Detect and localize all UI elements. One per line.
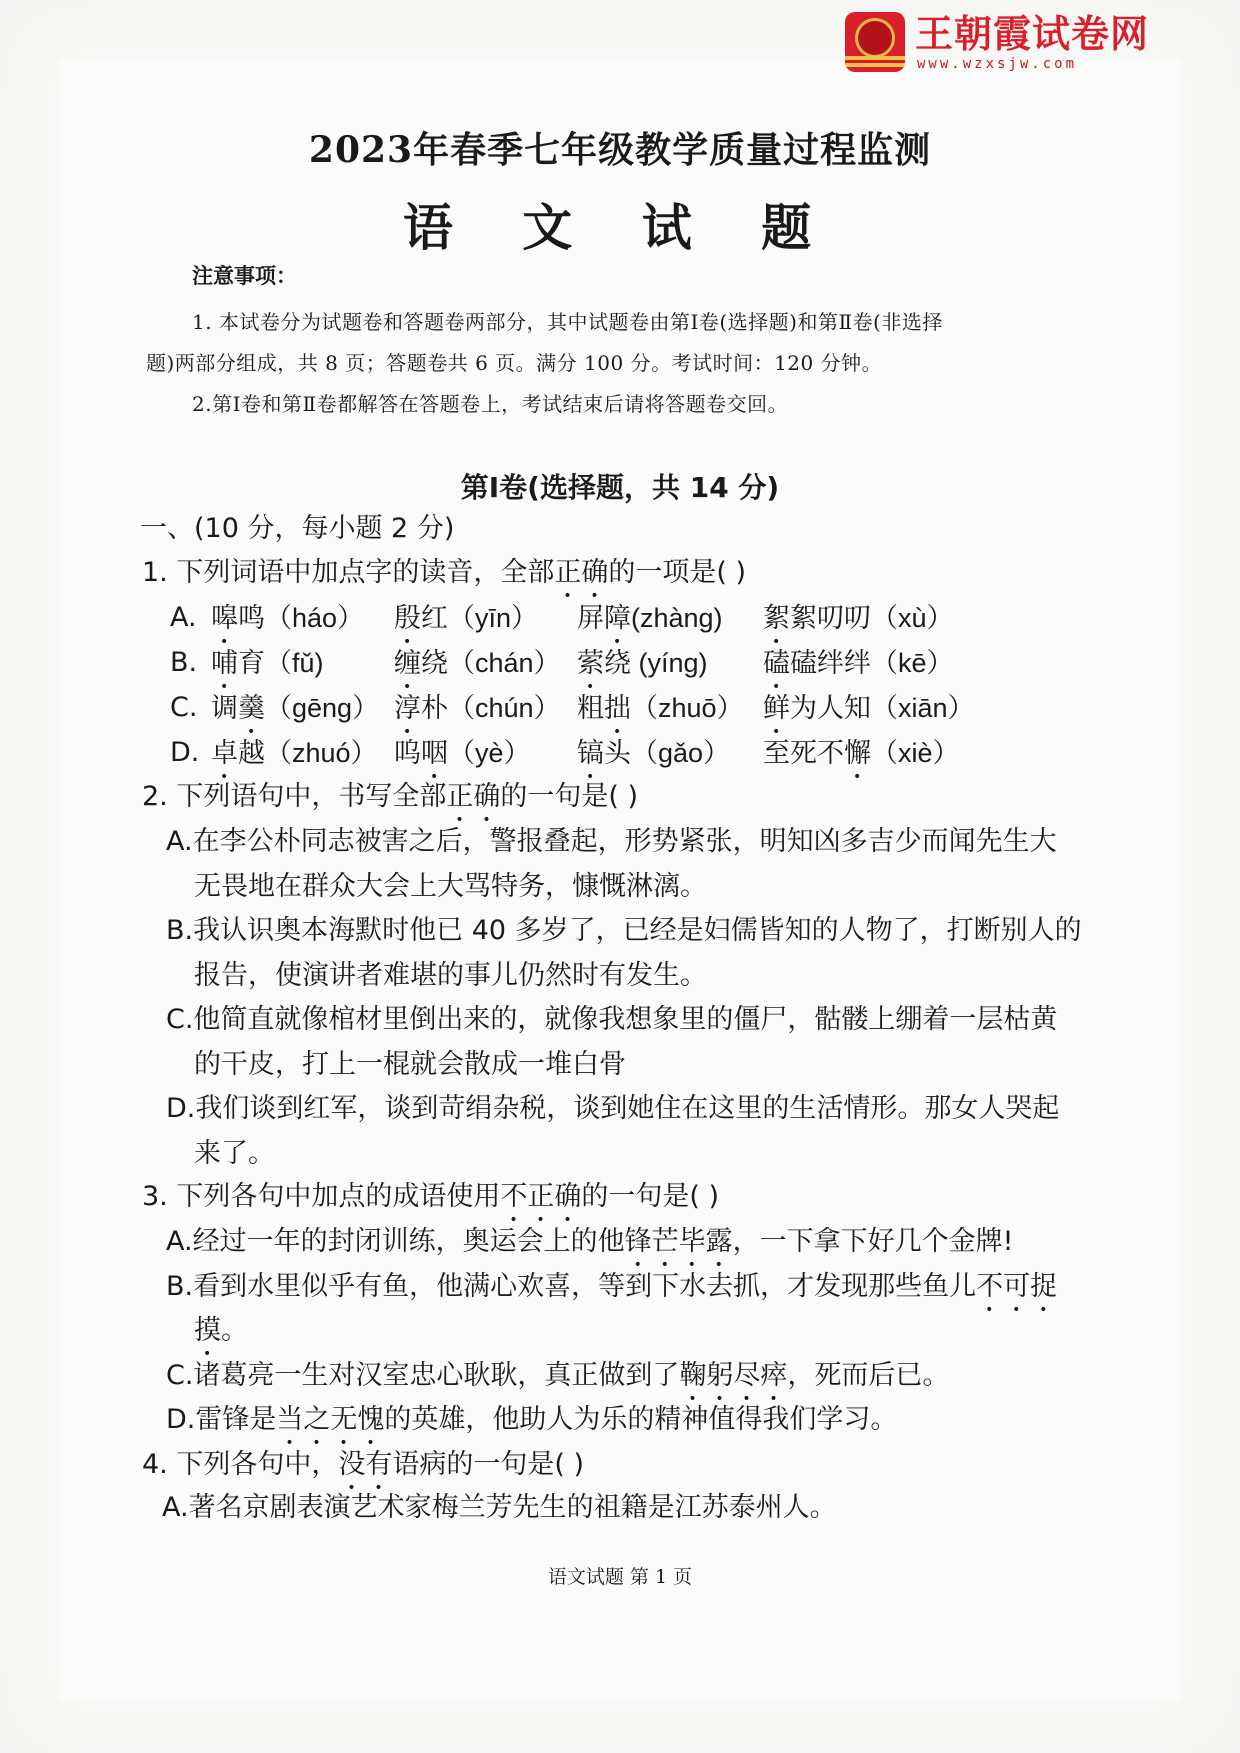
pinyin-option — [394, 647, 561, 695]
pinyin: （háo） — [265, 603, 365, 633]
text-segment: C. — [170, 692, 198, 723]
text-segment: A.著名京剧表演艺术家梅兰芳先生的祖籍是江苏泰州人。 — [162, 1492, 837, 1523]
emphasized-text: 不可捉 — [976, 1270, 1058, 1302]
pinyin-option — [577, 647, 708, 695]
text-segment: 。 — [221, 1315, 248, 1346]
option-line — [166, 1360, 949, 1407]
pinyin-option — [577, 602, 723, 650]
option-line — [194, 871, 707, 903]
logo-name: 王朝霞试卷网 — [915, 12, 1150, 56]
text-segment: 头 — [604, 738, 631, 769]
pinyin-option — [394, 737, 531, 785]
pinyin: （kē） — [871, 648, 954, 678]
emphasized-text: 鲜 — [763, 693, 790, 724]
emphasized-text: 没有 — [338, 1449, 393, 1480]
note-line: 2.第Ⅰ卷和第Ⅱ卷都解答在答题卷上，考试结束后请将答题卷交回。 — [192, 392, 789, 416]
question-3-stem — [142, 1181, 719, 1228]
note-line: 题)两部分组成，共 8 页；答题卷共 6 页。满分 100 分。考试时间：120 分钟。 — [146, 351, 883, 375]
page-footer: 语文试题 第 1 页 — [547, 1566, 693, 1588]
text-segment: B.我认识奥本海默时他已 40 多岁了，已经是妇儒皆知的人物了，打断别人的 — [166, 915, 1082, 946]
option-line — [166, 1404, 897, 1451]
subject-title: 语 文 试 题 — [402, 198, 838, 257]
option-line — [194, 1049, 626, 1081]
text-segment: 育 — [238, 648, 265, 679]
text-segment: 绕 — [421, 648, 448, 679]
text-segment: C.他简直就像棺材里倒出来的，就像我想象里的僵尸，骷髅上绷着一层枯黄 — [166, 1004, 1058, 1035]
text-segment: 为人知 — [790, 693, 871, 724]
emphasized-text: 缠 — [394, 648, 421, 679]
pinyin-option — [211, 602, 364, 650]
text-segment: 来了。 — [194, 1137, 275, 1169]
part-title: 一、(10 分，每小题 2 分) — [140, 513, 455, 544]
emphasized-text: 障 — [604, 603, 631, 634]
text-segment: ，死而后已。 — [787, 1359, 950, 1391]
text-segment: 磕绊绊 — [790, 648, 871, 679]
option-line — [166, 1093, 1059, 1125]
text-segment: A. — [170, 602, 197, 633]
emphasized-text: 卓 — [211, 738, 238, 769]
emphasized-text: 拙 — [604, 693, 631, 724]
emphasized-text: 磕 — [763, 648, 790, 679]
emphasized-text: 锋芒毕露 — [624, 1226, 733, 1257]
emphasized-text: 嗥 — [211, 603, 238, 634]
pinyin: (zhàng) — [631, 603, 723, 633]
section-title: 第Ⅰ卷(选择题，共 14 分) — [460, 471, 780, 504]
pinyin: （yè） — [448, 738, 531, 768]
text-segment: 的英雄，他助人为乐的精神值得我们学习。 — [384, 1404, 898, 1435]
text-segment: 屏 — [577, 603, 604, 634]
emphasized-text: 不正确 — [500, 1181, 582, 1212]
option-line — [194, 1138, 275, 1170]
text-segment: C.诸葛亮一生对汉室忠心耿耿，真正做到了 — [166, 1359, 680, 1391]
emphasized-text: 镐 — [577, 738, 604, 769]
option-label — [170, 737, 199, 769]
pinyin-option — [763, 737, 960, 785]
text-segment: 的一项是( ) — [608, 557, 746, 588]
pinyin: （xiān） — [871, 693, 975, 723]
emphasized-text: 懈 — [844, 738, 871, 769]
pinyin-option — [211, 647, 324, 695]
pinyin-option — [763, 647, 954, 695]
text-segment: 语病的一句是( ) — [392, 1449, 584, 1480]
emphasized-text: 羹 — [238, 693, 265, 724]
text-segment: 越 — [238, 738, 265, 769]
option-label — [170, 647, 197, 679]
emphasized-text: 咽 — [421, 738, 448, 769]
text-segment: 4. 下列各句中， — [142, 1449, 339, 1480]
option-line — [194, 1315, 248, 1362]
text-segment: D.我们谈到红军，谈到苛绢杂税，谈到她住在这里的生活情形。那女人哭起 — [166, 1093, 1060, 1124]
text-segment: 1. 下列词语中加点字的读音，全部 — [142, 557, 555, 588]
text-segment: 絮叨叨 — [790, 603, 871, 634]
pinyin: （gǎo） — [631, 738, 731, 768]
option-line — [166, 1226, 1013, 1273]
text-segment: 粗 — [577, 693, 604, 724]
emphasized-text: 当之无愧 — [276, 1404, 385, 1435]
pinyin: （xù） — [871, 603, 954, 633]
pinyin: （yīn） — [448, 603, 539, 633]
option-line — [162, 1492, 837, 1524]
pinyin: （xiè） — [871, 738, 960, 768]
text-segment: 呜 — [394, 738, 421, 769]
text-segment: 绕 — [604, 648, 631, 679]
pinyin: （fǔ) — [265, 648, 324, 678]
text-segment: A.在李公朴同志被害之后，警报叠起，形势紧张，明知凶多吉少而闻先生大 — [166, 826, 1057, 857]
text-segment: 的一句是( ) — [500, 781, 638, 812]
pinyin: （zhuó） — [265, 738, 378, 768]
pinyin-option — [394, 692, 561, 740]
pinyin: (yíng) — [631, 648, 708, 678]
pinyin-option — [211, 737, 378, 785]
text-segment: 无畏地在群众大会上大骂特务，慷慨淋漓。 — [194, 870, 707, 902]
option-line — [166, 826, 1057, 858]
text-segment: 调 — [211, 693, 238, 724]
text-segment: 3. 下列各句中加点的成语使用 — [142, 1181, 501, 1212]
emphasized-text: 摸 — [194, 1315, 221, 1346]
text-segment: B. — [170, 647, 198, 678]
pinyin: （chán） — [448, 648, 561, 678]
emphasized-text: 正确 — [554, 557, 609, 588]
text-segment: ，一下拿下好几个金牌! — [732, 1226, 1014, 1257]
pinyin-option — [394, 602, 538, 650]
text-segment: 至死不 — [763, 738, 844, 769]
text-segment: 的一句是( ) — [581, 1181, 719, 1212]
pinyin-option — [577, 692, 744, 740]
option-line — [166, 1271, 1057, 1318]
emphasized-text: 殷 — [394, 603, 421, 634]
text-segment: D. — [170, 737, 200, 768]
pinyin-option — [577, 737, 730, 785]
site-logo — [845, 12, 1155, 74]
option-label — [170, 692, 197, 724]
question-1-stem — [142, 557, 746, 604]
text-segment: 的干皮，打上一棍就会散成一堆白骨 — [194, 1048, 626, 1080]
emphasized-text: 正确 — [446, 781, 501, 812]
emphasized-text: 哺 — [211, 648, 238, 679]
text-segment: 朴 — [421, 693, 448, 724]
emphasized-text: 絮 — [763, 603, 790, 634]
text-segment: B.看到水里似乎有鱼，他满心欢喜，等到下水去抓，才发现那些鱼儿 — [166, 1270, 977, 1302]
pinyin-option — [211, 692, 379, 740]
pinyin: （chún） — [448, 693, 561, 723]
pinyin-option — [763, 692, 975, 740]
pinyin-option — [763, 602, 954, 650]
text-segment: 红 — [421, 603, 448, 634]
option-label — [170, 602, 197, 634]
logo-emblem-icon — [845, 12, 905, 72]
option-line — [166, 1004, 1057, 1036]
note-line: 1. 本试卷分为试题卷和答题卷两部分，其中试题卷由第Ⅰ卷(选择题)和第Ⅱ卷(非选择 — [192, 310, 943, 334]
text-segment: D.雷锋是 — [166, 1404, 277, 1435]
text-segment: A.经过一年的封闭训练，奥运会上的他 — [166, 1226, 625, 1257]
text-segment: 报告，使演讲者难堪的事儿仍然时有发生。 — [194, 959, 707, 991]
emphasized-text: 鞠躬尽瘁 — [679, 1359, 788, 1391]
option-line — [166, 915, 1082, 947]
question-2-stem — [142, 781, 638, 828]
notes-heading: 注意事项： — [192, 264, 297, 288]
text-segment: 鸣 — [238, 603, 265, 634]
pinyin: （gēng） — [265, 693, 380, 723]
pinyin: （zhuō） — [631, 693, 744, 723]
emphasized-text: 萦 — [577, 648, 604, 679]
option-line — [194, 960, 707, 992]
exam-title: 2023年春季七年级教学质量过程监测 — [308, 129, 932, 171]
emphasized-text: 淳 — [394, 693, 421, 724]
logo-url: www.wzxsjw.com — [917, 56, 1078, 72]
text-segment: 2. 下列语句中，书写全部 — [142, 781, 447, 812]
question-4-stem — [142, 1449, 584, 1496]
